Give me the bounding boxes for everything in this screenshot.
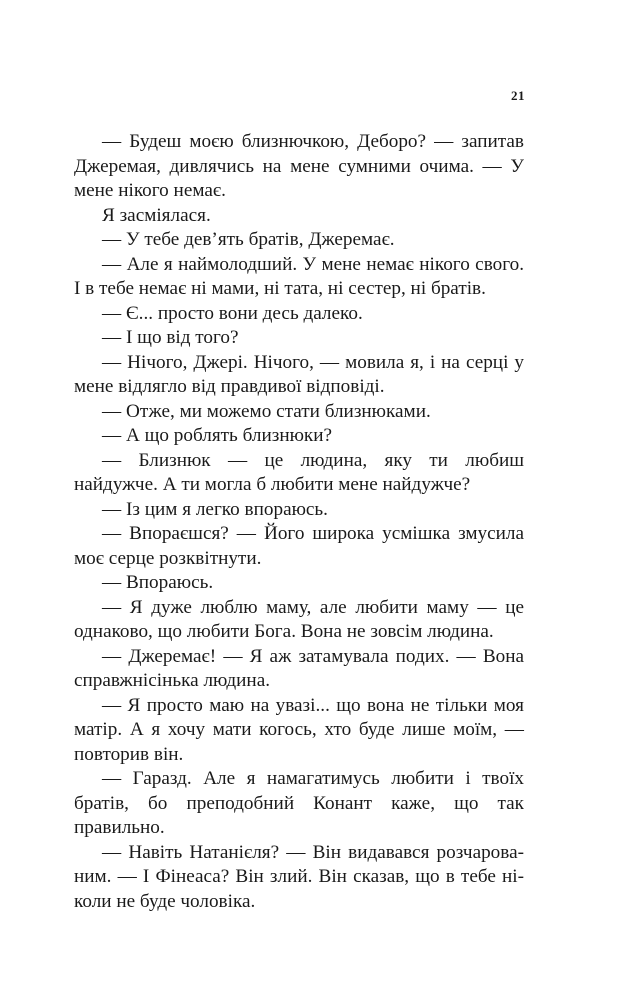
paragraph: — Отже, ми можемо стати близнюками. xyxy=(102,400,431,422)
paragraph: — Із цим я легко впораюсь. xyxy=(102,498,328,520)
paragraph: — Я дуже люблю маму, але любити маму — це однаково, що любити Бога. Вона не зовсім людина. xyxy=(74,596,524,642)
paragraph: — Впораєшся? — Його широка усмішка змусила моє серце розквітнути. xyxy=(74,523,524,569)
paragraph: — У тебе дев’ять братів, Джеремає. xyxy=(102,229,395,250)
page-number: 21 xyxy=(511,88,525,103)
paragraph: — Близнюк — це людина, яку ти любиш найдужче. А ти могла б любити мене найдужче? xyxy=(74,449,524,495)
paragraph: — Гаразд. Але я намагатимусь любити і твоїх братів, бо преподобний Конант каже, що так правильно. xyxy=(74,768,524,838)
paragraph: Я засміялася. xyxy=(102,204,211,226)
body-text xyxy=(74,130,524,914)
paragraph: — Джеремає! — Я аж затамувала подих. — Вона справжнісінька людина. xyxy=(74,645,524,691)
paragraph: — Навіть Натанієля? — Він видавався розчарованим. — І Фінеаса? Він злий. Він сказав, що в тебе ніколи не буде чоловіка. xyxy=(74,841,524,912)
paragraph: — Але я наймолодший. У мене немає нікого свого. І в тебе немає ні мами, ні тата, ні сестер, ні братів. xyxy=(74,253,524,299)
paragraph: — Будеш моєю близнючкою, Деборо? — запитав Джеремая, дивлячись на мене сумними очима. — У мене нікого немає. xyxy=(74,131,524,201)
paragraph: — І що від того? xyxy=(102,327,239,348)
paragraph: — А що роблять близнюки? xyxy=(102,425,333,446)
paragraph: — Є... просто вони десь далеко. xyxy=(102,302,363,324)
paragraph: — Нічого, Джері. Нічого, — мовила я, і на серці у мене відлягло від правдивої відповіді. xyxy=(74,351,524,397)
paragraph: — Я просто маю на увазі... що вона не тільки моя матір. А я хочу мати когось, хто буде лише моїм, — повторив він. xyxy=(74,694,524,765)
paragraph: — Впораюсь. xyxy=(102,572,214,593)
